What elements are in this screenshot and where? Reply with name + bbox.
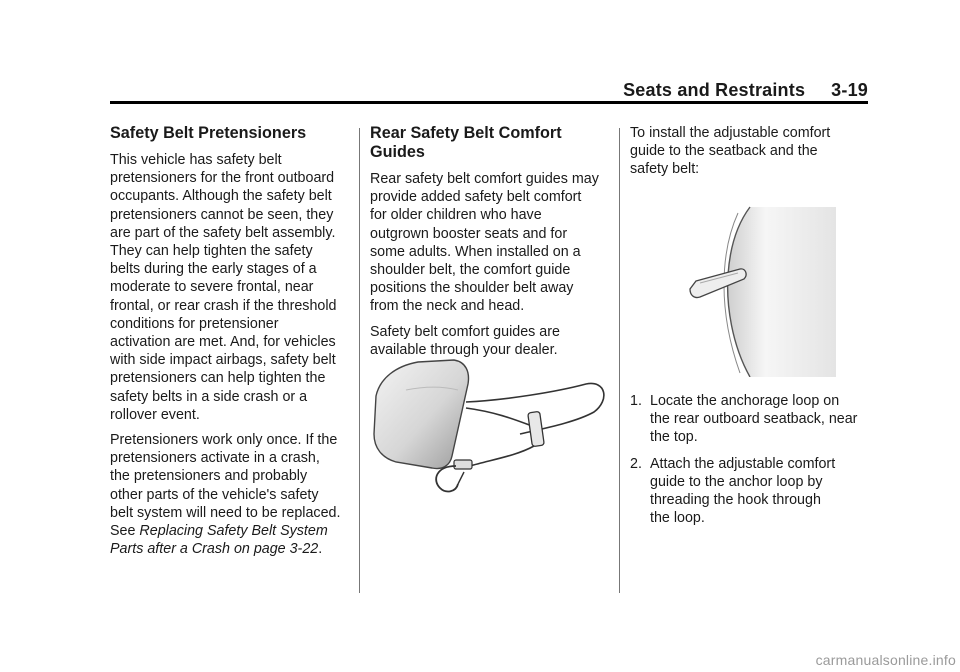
text-line: other parts of the vehicle's safety bbox=[110, 486, 319, 503]
text-line: the top. bbox=[650, 429, 698, 446]
text-line: from the neck and head. bbox=[370, 298, 525, 315]
install-steps bbox=[630, 392, 870, 535]
page-header bbox=[623, 80, 868, 101]
page-number: 3-19 bbox=[831, 80, 868, 100]
paragraph-pretensioners-once bbox=[110, 431, 352, 558]
column-comfort-guides bbox=[370, 124, 608, 366]
column-pretensioners bbox=[110, 124, 352, 565]
see-reference-line-1 bbox=[110, 522, 352, 540]
text-line: the loop. bbox=[650, 510, 705, 527]
text-line: safety belt: bbox=[630, 161, 700, 178]
text-line: activation are met. And, for vehicles bbox=[110, 334, 336, 351]
text-line: guide to the anchor loop by bbox=[650, 473, 823, 490]
text-line: available through your dealer. bbox=[370, 341, 558, 358]
text-line: Attach the adjustable comfort bbox=[650, 455, 836, 472]
step-text bbox=[650, 392, 857, 447]
text-line: guide to the seatback and the bbox=[630, 143, 818, 160]
text-line: Rear safety belt comfort guides may bbox=[370, 171, 599, 187]
text-line: conditions for pretensioner bbox=[110, 315, 279, 332]
comfort-guide-pad bbox=[374, 360, 468, 469]
text-line: To install the adjustable comfort bbox=[630, 125, 831, 141]
step-number: 1. bbox=[630, 393, 642, 409]
hook-cord bbox=[470, 446, 534, 466]
text-line: pretensioners activate in a crash, bbox=[110, 450, 320, 467]
text-line: belt system will need to be replaced. bbox=[110, 504, 341, 521]
hook-icon bbox=[436, 466, 458, 491]
text-line: pretensioners for the front outboard bbox=[110, 170, 335, 187]
column-installation bbox=[630, 124, 870, 186]
paragraph-comfort-guides-dealer bbox=[370, 323, 608, 359]
step-text bbox=[650, 455, 835, 528]
cross-reference-link-page[interactable]: Parts after a Crash on page 3-22 bbox=[110, 541, 319, 558]
text-line: the rear outboard seatback, near bbox=[650, 411, 858, 428]
text-line: Locate the anchorage loop on bbox=[650, 393, 840, 409]
text-line: pretensioners can help tighten the bbox=[110, 370, 326, 387]
step-number: 2. bbox=[630, 455, 642, 472]
paragraph-install-intro bbox=[630, 124, 870, 179]
text-line: the pretensioners and probably bbox=[110, 468, 308, 485]
seatback-anchor-loop-illustration bbox=[676, 205, 836, 377]
text-line: occupants. Although the safety belt bbox=[110, 188, 332, 205]
section-title: Seats and Restraints bbox=[623, 80, 806, 100]
text-line: Safety belt comfort guides are bbox=[370, 323, 560, 340]
text-line: some adults. When installed on a bbox=[370, 243, 581, 260]
hook-ferrule bbox=[454, 460, 472, 469]
text-line: Pretensioners work only once. If the bbox=[110, 432, 338, 449]
heading-line: Guides bbox=[370, 143, 425, 161]
paragraph-comfort-guides-intro bbox=[370, 170, 608, 316]
text-line: are part of the safety belt assembly. bbox=[110, 224, 336, 241]
column-divider-1 bbox=[359, 128, 360, 593]
cord-lock bbox=[528, 411, 545, 446]
header-rule bbox=[110, 101, 868, 104]
text-line: positions the shoulder belt away bbox=[370, 280, 574, 297]
seatback bbox=[728, 207, 836, 377]
text-line: They can help tighten the safety bbox=[110, 243, 313, 260]
text-line: shoulder belt, the comfort guide bbox=[370, 262, 571, 279]
text-line: pretensioners cannot be seen, they bbox=[110, 206, 334, 223]
adjustment-cord-lower bbox=[466, 408, 532, 426]
text-line: provide added safety belt comfort bbox=[370, 189, 582, 206]
install-step-list bbox=[630, 392, 870, 527]
see-reference-line-2 bbox=[110, 540, 352, 558]
text-line: for older children who have bbox=[370, 207, 542, 224]
list-item bbox=[630, 455, 870, 528]
see-suffix: . bbox=[318, 541, 323, 558]
hook-latch bbox=[458, 472, 464, 484]
text-line: safety belts in a side crash or a bbox=[110, 388, 308, 405]
section-heading-comfort-guides bbox=[370, 124, 608, 162]
text-line: rollover event. bbox=[110, 406, 200, 423]
text-line: moderate to severe frontal, near bbox=[110, 279, 314, 296]
text-line: threading the hook through bbox=[650, 492, 821, 509]
list-item bbox=[630, 392, 870, 447]
section-heading-pretensioners: Safety Belt Pretensioners bbox=[110, 124, 307, 142]
text-line: belts during the early stages of a bbox=[110, 261, 317, 278]
text-line: with side impact airbags, safety belt bbox=[110, 352, 336, 369]
text-line: frontal, or rear crash if the threshold bbox=[110, 297, 337, 314]
watermark: carmanualsonline.info bbox=[815, 652, 956, 668]
see-prefix: See bbox=[110, 523, 140, 540]
paragraph-pretensioners-intro bbox=[110, 151, 352, 424]
column-divider-2 bbox=[619, 128, 620, 593]
text-line: This vehicle has safety belt bbox=[110, 152, 282, 168]
cross-reference-link[interactable]: Replacing Safety Belt System bbox=[139, 523, 328, 540]
heading-line: Rear Safety Belt Comfort bbox=[370, 124, 562, 142]
text-line: outgrown booster seats and for bbox=[370, 225, 568, 242]
comfort-guide-illustration bbox=[366, 356, 612, 498]
